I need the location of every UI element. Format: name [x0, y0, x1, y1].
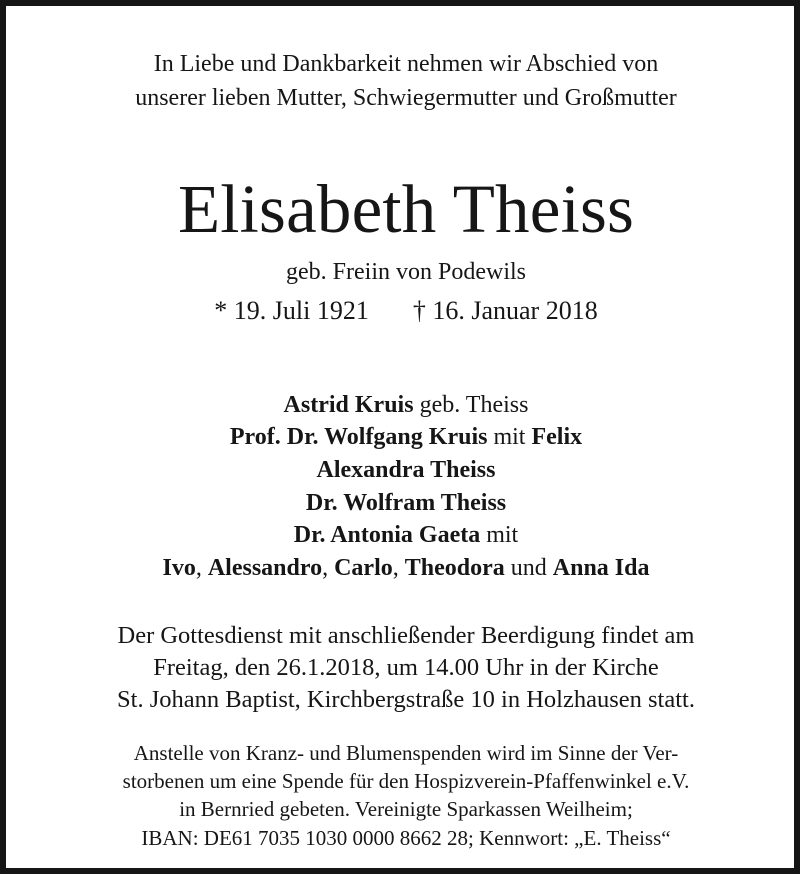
family-line-5 [12, 522, 800, 549]
service-line-1: Der Gottesdienst mit anschließender Beerdigung findet am [117, 622, 695, 649]
family-line-6 [12, 555, 800, 582]
birth-date: * 19. Juli 1921 [214, 296, 369, 325]
family-member-name: Dr. Antonia Gaeta [293, 522, 481, 548]
family-member-name: Prof. Dr. Wolfgang Kruis [229, 424, 488, 450]
family-line-1 [12, 392, 800, 419]
donation-line-3: in Bernried gebeten. Vereinigte Sparkassen Weilheim; [179, 797, 633, 821]
family-line-2 [12, 424, 800, 451]
intro-line-2: unserer lieben Mutter, Schwiegermutter und Großmutter [135, 85, 677, 111]
family-line-4 [12, 490, 800, 517]
family-member-suffix: geb. Theiss [413, 392, 529, 418]
life-dates [12, 296, 800, 326]
family-member-name: Dr. Wolfram Theiss [305, 490, 507, 516]
family-line-3 [12, 457, 800, 484]
intro-line-1: In Liebe und Dankbarkeit nehmen wir Abschied von [153, 51, 659, 77]
grandchild-name: Theodora [404, 555, 505, 581]
grandchild-name: Anna Ida [552, 555, 650, 581]
family-member-name: Astrid Kruis [283, 392, 414, 418]
name-separator: , [322, 555, 335, 581]
donation-line-1: Anstelle von Kranz- und Blumenspenden wird im Sinne der Ver- [133, 741, 679, 765]
family-member-suffix: mit [480, 522, 519, 548]
grandchild-name: Alessandro [207, 555, 323, 581]
donation-line-2: storbenen um eine Spende für den Hospizverein-Pfaffenwinkel e.V. [122, 769, 690, 793]
grandchild-name: Carlo [334, 555, 393, 581]
donation-line-4: IBAN: DE61 7035 1030 0000 8662 28; Kennwort: „E. Theiss“ [141, 826, 671, 850]
name-separator: , [392, 555, 405, 581]
grandchild-name: Ivo [162, 555, 196, 581]
service-line-2: Freitag, den 26.1.2018, um 14.00 Uhr in der Kirche [153, 654, 659, 681]
death-date: † 16. Januar 2018 [412, 296, 598, 325]
family-connector: mit [487, 424, 532, 450]
birth-name: geb. Freiin von Podewils [286, 259, 526, 285]
service-line-3: St. Johann Baptist, Kirchbergstraße 10 in Holzhausen statt. [117, 686, 695, 713]
name-separator: und [504, 555, 553, 581]
family-member-name: Alexandra Theiss [316, 457, 496, 483]
family-member-child: Felix [531, 424, 583, 450]
deceased-name: Elisabeth Theiss [177, 171, 635, 247]
name-separator: , [195, 555, 208, 581]
